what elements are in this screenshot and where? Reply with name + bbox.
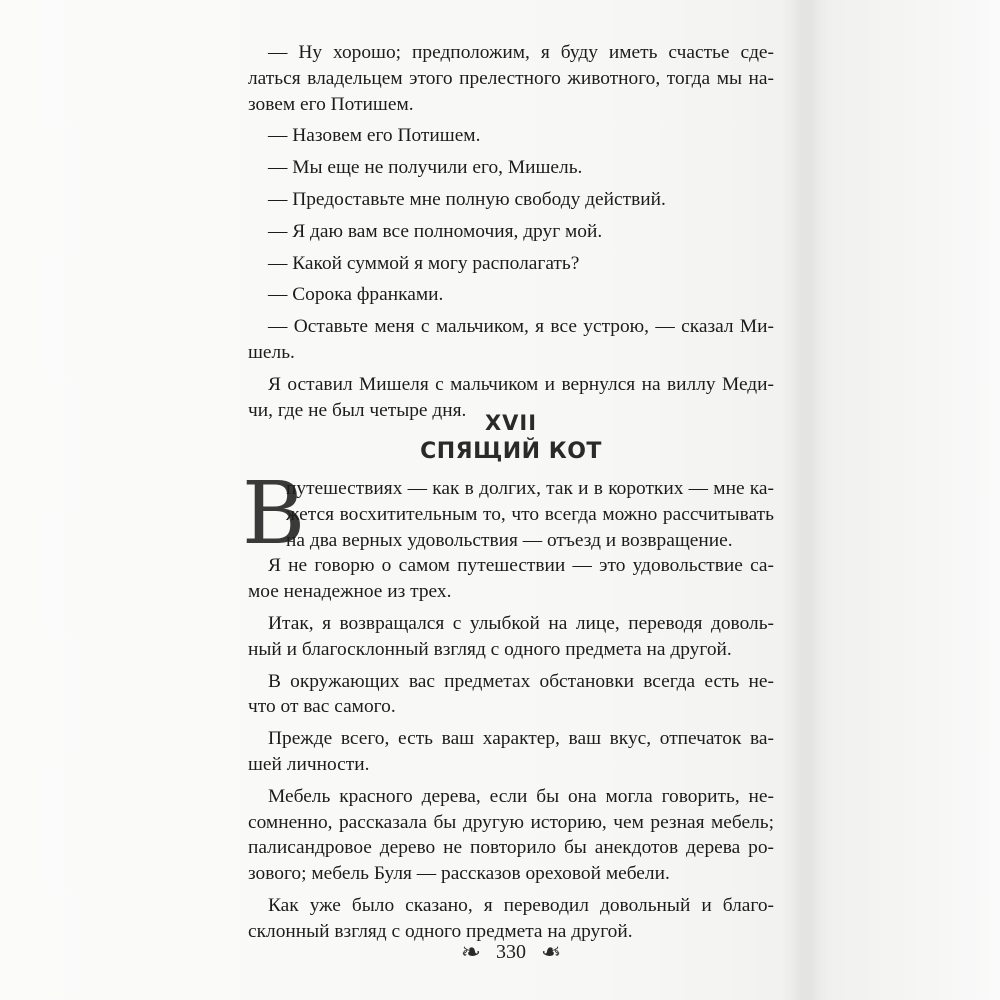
text-line: ный и благосклонный взгляд с одного предмета на другой. [248, 638, 732, 660]
page-footer [248, 938, 774, 967]
chapter-number: XVII [484, 411, 538, 435]
text-line: Мебель красного дерева, если бы она могла говорить, не- [268, 785, 774, 807]
fleuron-left-icon: ❧ [460, 940, 481, 966]
text-line: — Мы еще не получили его, Мишель. [268, 157, 583, 179]
text-line: В окружающих вас предметах обстановки всегда есть не- [268, 670, 774, 692]
text-line: сомненно, рассказала бы другую историю, чем резная мебель; [248, 811, 774, 833]
chapter-title: СПЯЩИЙ КОТ [420, 439, 602, 464]
dialogue-block [248, 40, 774, 423]
paragraph [248, 40, 774, 117]
text-line: мое ненадежное из трех. [248, 581, 452, 603]
page-gutter-shadow [790, 0, 830, 1000]
text-line: Прежде всего, есть ваш характер, ваш вкус, отпечаток ва- [268, 728, 774, 750]
text-line: Я не говорю о самом путешествии — это удовольствие са- [268, 555, 774, 577]
text-line: Итак, я возвращался с улыбкой на лице, переводя доволь- [268, 612, 774, 634]
chapter-heading [248, 409, 774, 467]
text-line: латься владельцем этого прелестного животного, тогда мы на- [248, 67, 774, 89]
text-line: склонный взгляд с одного предмета на другой. [248, 920, 633, 942]
text-line: — Какой суммой я могу располагать? [268, 252, 580, 274]
text-line: — Сорока франками. [268, 284, 444, 306]
text-line: шей личности. [248, 753, 370, 775]
opening-paragraph [242, 464, 774, 564]
text-line: что от вас самого. [248, 696, 396, 718]
text-line: палисандровое дерево не повторило бы анекдотов дерева ро- [248, 837, 774, 859]
text-line: чи, где не был четыре дня. [248, 399, 467, 421]
text-line: — Назовем его Потишем. [268, 125, 481, 147]
text-line: Как уже было сказано, я переводил довольный и благо- [268, 894, 774, 916]
text-line: зовем его Потишем. [248, 93, 414, 115]
fleuron-right-icon: ❧ [541, 940, 562, 966]
text-line: — Предоставьте мне полную свободу действий. [268, 188, 666, 210]
text-line: — Ну хорошо; предположим, я буду иметь счастье сде- [268, 42, 774, 63]
text-line: — Я даю вам все полномочия, друг мой. [268, 220, 603, 242]
text-line: путешествиях — как в долгих, так и в коротких — мне ка- [286, 478, 774, 499]
text-line: зового; мебель Буля — рассказов ореховой мебели. [248, 863, 670, 885]
chapter-body [242, 464, 774, 945]
text-line: жется восхитительным то, что всегда можно рассчитывать [286, 503, 774, 525]
text-line: Я оставил Мишеля с мальчиком и вернулся на виллу Меди- [268, 373, 774, 395]
text-line: шель. [248, 341, 295, 363]
text-line: на два верных удовольствия — отъезд и возвращение. [286, 529, 733, 551]
drop-cap: В [242, 464, 306, 564]
text-line: — Оставьте меня с мальчиком, я все устрою, — сказал Ми- [268, 316, 774, 338]
page-number: 330 [496, 941, 526, 963]
